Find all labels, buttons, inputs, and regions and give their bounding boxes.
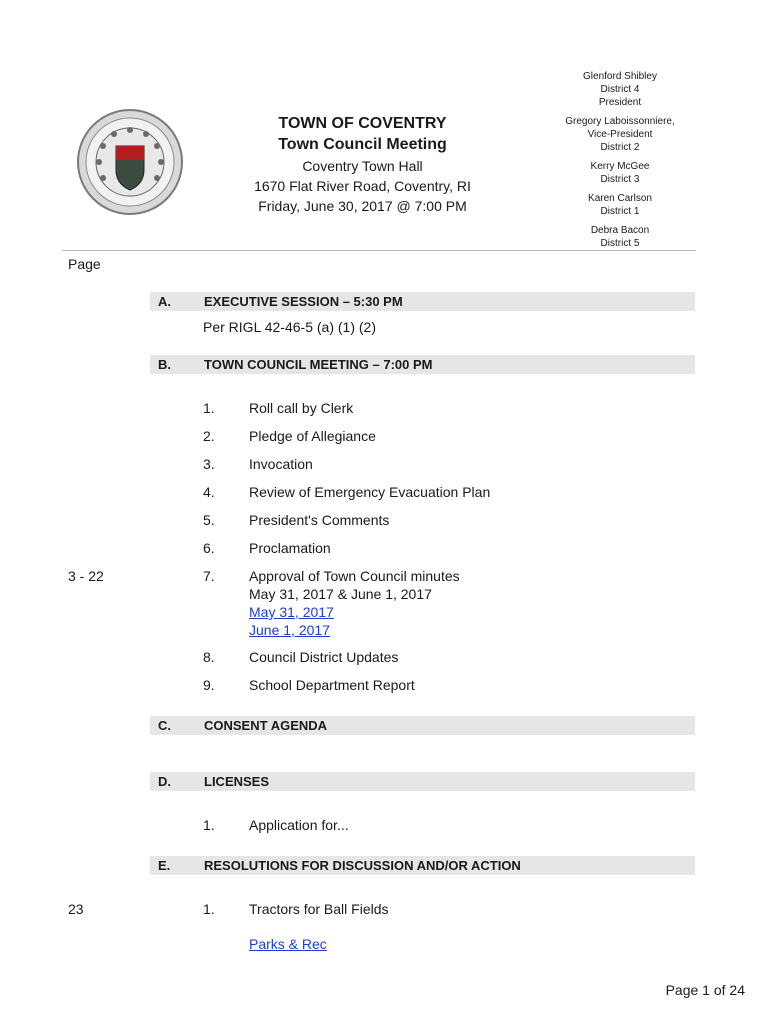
agenda-item: Review of Emergency Evacuation Plan — [249, 484, 491, 500]
meeting-title-block — [230, 114, 495, 216]
venue: Coventry Town Hall — [302, 158, 423, 174]
agenda-item: President's Comments — [249, 512, 390, 528]
minutes-link-may-31[interactable]: May 31, 2017 — [249, 604, 334, 620]
page-number-footer: Page 1 of 24 — [665, 982, 745, 998]
agenda-item: Tractors for Ball Fields — [249, 901, 389, 917]
agenda-item: Pledge of Allegiance — [249, 428, 376, 444]
item-number: 1. — [203, 817, 215, 833]
item-number: 1. — [203, 400, 215, 416]
item-number: 9. — [203, 677, 215, 693]
town-name: TOWN OF COVENTRY — [278, 115, 447, 132]
agenda-item: Roll call by Clerk — [249, 400, 354, 416]
item-number: 3. — [203, 456, 215, 472]
minutes-link-june-1[interactable]: June 1, 2017 — [249, 622, 330, 638]
item-number: 7. — [203, 568, 215, 584]
section-a-header: A. EXECUTIVE SESSION – 5:30 PM — [150, 292, 695, 311]
agenda-item-subtext: May 31, 2017 & June 1, 2017 — [249, 586, 432, 602]
agenda-item: Application for... — [249, 817, 349, 833]
section-a-note: Per RIGL 42-46-5 (a) (1) (2) — [203, 319, 376, 335]
agenda-item: Council District Updates — [249, 649, 399, 665]
item-number: 1. — [203, 901, 215, 917]
section-c-header: C. CONSENT AGENDA — [150, 716, 695, 735]
agenda-item-link-row — [249, 935, 327, 953]
item-number: 5. — [203, 512, 215, 528]
agenda-item: Proclamation — [249, 540, 331, 556]
town-seal-logo — [76, 108, 184, 216]
page-reference: 3 - 22 — [68, 568, 104, 584]
item-number: 8. — [203, 649, 215, 665]
meeting-name: Town Council Meeting — [278, 136, 447, 153]
item-number: 4. — [203, 484, 215, 500]
council-member: Karen Carlson District 1 — [588, 193, 652, 217]
item-number: 2. — [203, 428, 215, 444]
agenda-item: School Department Report — [249, 677, 415, 693]
section-e-header: E. RESOLUTIONS FOR DISCUSSION AND/OR ACTION — [150, 856, 695, 875]
header-divider — [62, 250, 696, 251]
meeting-datetime: Friday, June 30, 2017 @ 7:00 PM — [258, 198, 467, 214]
parks-rec-link[interactable]: Parks & Rec — [249, 936, 327, 952]
council-member: Gregory Laboissonniere, Vice-President District 2 — [565, 116, 675, 153]
agenda-item: Invocation — [249, 456, 313, 472]
council-members-list — [540, 70, 700, 256]
section-b-header: B. TOWN COUNCIL MEETING – 7:00 PM — [150, 355, 695, 374]
agenda-item: Approval of Town Council minutes May 31, 2017 & June 1, 2017 May 31, 2017 June 1, 2017 — [249, 568, 460, 638]
page-column-label: Page — [68, 256, 101, 272]
council-member: Glenford Shibley District 4 President — [583, 71, 657, 108]
council-member: Kerry McGee District 3 — [590, 161, 650, 185]
address: 1670 Flat River Road, Coventry, RI — [254, 178, 471, 194]
council-member: Debra Bacon District 5 — [590, 225, 650, 249]
section-d-header: D. LICENSES — [150, 772, 695, 791]
page-reference: 23 — [68, 901, 84, 917]
item-number: 6. — [203, 540, 215, 556]
